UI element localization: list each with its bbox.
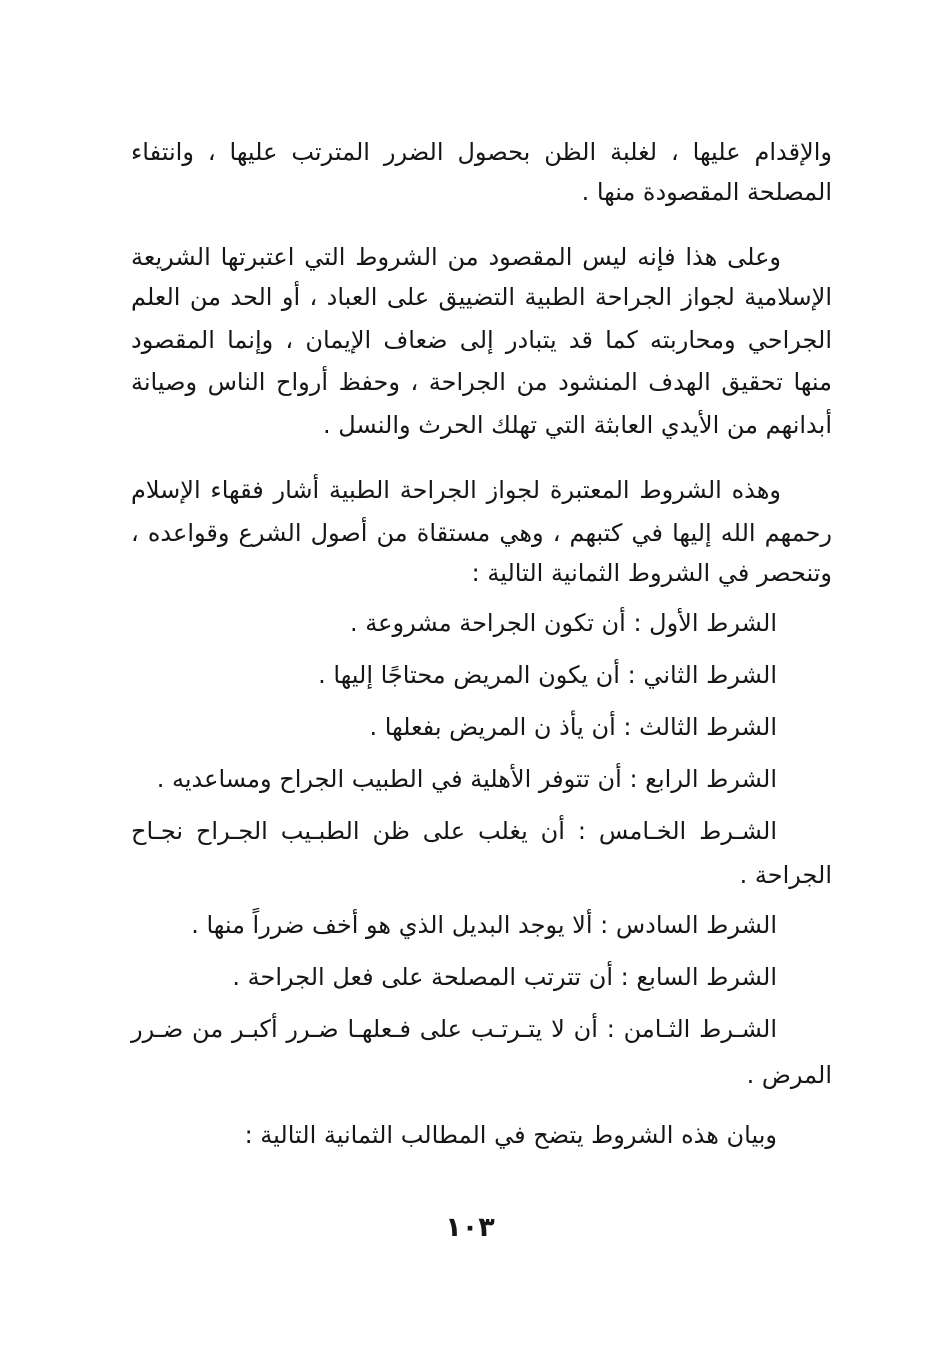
text-line: أبدانهم من الأيدي العابثة التي تهلك الحرث والنسل . (322, 411, 832, 439)
condition-item: الشرط السابع : أن تترتب المصلحة على فعل الجراحة . (232, 963, 777, 991)
condition-item: الشرط الأول : أن تكون الجراحة مشروعة . (350, 609, 777, 637)
text-line: رحمهم الله إليها في كتبهم ، وهي مستقاة من أصول الشرع وقواعده ، (131, 519, 832, 547)
text-line: منها تحقيق الهدف المنشود من الجراحة ، وحفظ أرواح الناس وصيانة (131, 368, 832, 396)
text-line: وعلى هذا فإنه ليس المقصود من الشروط التي اعتبرتها الشريعة (131, 243, 781, 271)
condition-item: الشرط الثالث : أن يأذ ن المريض بفعلها . (369, 713, 777, 741)
condition-item: الشرط الثاني : أن يكون المريض محتاجًا إليها . (318, 661, 777, 689)
page-number: ١٠٣ (445, 1212, 495, 1243)
condition-item: الشـرط الخـامس : أن يغلب على ظن الطبـيب الجـراح نجـاح (131, 817, 777, 845)
text-line: وتنحصر في الشروط الثمانية التالية : (471, 559, 832, 587)
condition-item: الشـرط الثـامن : أن لا يتـرتـب على فـعلهـا ضـرر أكبـر من ضـرر (131, 1015, 777, 1043)
text-line: الجراحي ومحاربته كما قد يتبادر إلى ضعاف الإيمان ، وإنما المقصود (131, 326, 832, 354)
text-line: والإقدام عليها ، لغلبة الظن بحصول الضرر المترتب عليها ، وانتفاء (131, 138, 832, 166)
text-line: وبيان هذه الشروط يتضح في المطالب الثمانية التالية : (244, 1121, 777, 1149)
text-line: وهذه الشروط المعتبرة لجواز الجراحة الطبية أشار فقهاء الإسلام (131, 476, 781, 504)
condition-item-continuation: المرض . (746, 1061, 832, 1089)
condition-item-continuation: الجراحة . (739, 861, 832, 889)
text-line: المصلحة المقصودة منها . (581, 178, 832, 206)
text-line: الإسلامية لجواز الجراحة الطبية التضييق على العباد ، أو الحد من العلم (131, 283, 832, 311)
condition-item: الشرط الرابع : أن تتوفر الأهلية في الطبيب الجراح ومساعديه . (156, 765, 777, 793)
condition-item: الشرط السادس : ألا يوجد البديل الذي هو أخف ضرراً منها . (191, 911, 777, 939)
